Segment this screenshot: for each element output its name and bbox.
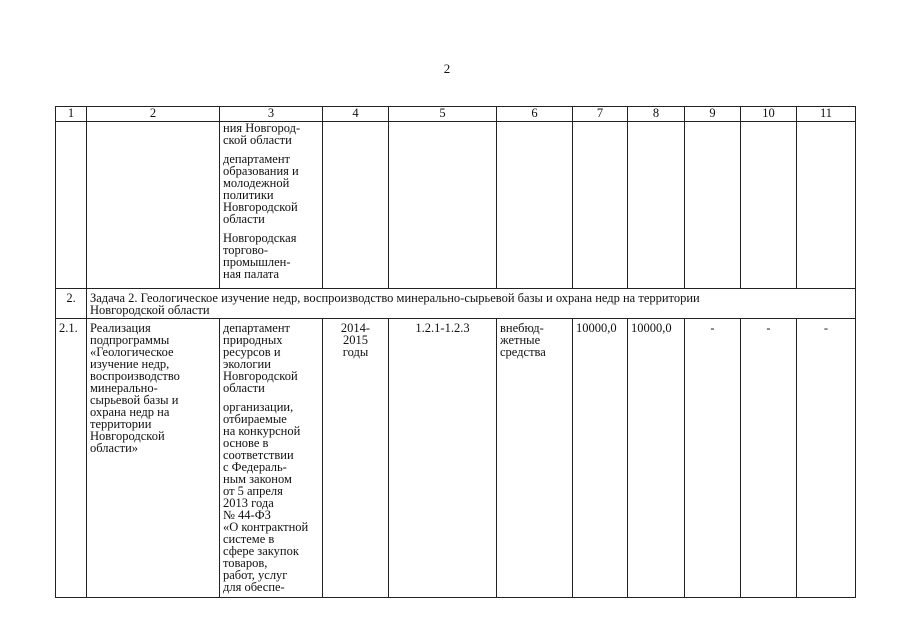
column-number-row	[56, 107, 856, 122]
item-value-7: 10000,0	[573, 319, 628, 598]
column-number: 1	[56, 107, 87, 122]
executor-entry: департамент образования и молодежной политики Новгородской области	[223, 152, 299, 226]
item-value-9: -	[685, 319, 741, 598]
item-indicators: 1.2.1-1.2.3	[389, 319, 497, 598]
column-number: 10	[741, 107, 797, 122]
item-value-8: 10000,0	[628, 319, 685, 598]
program-table	[55, 106, 856, 598]
item-number: 2.1.	[56, 319, 87, 598]
executors-cell	[220, 122, 323, 289]
column-number: 3	[220, 107, 323, 122]
table-row-item	[56, 319, 856, 598]
item-funding-source: внебюд- жетные средства	[497, 319, 573, 598]
executor-entry: Новгородская торгово- промышлен- ная палата	[223, 231, 297, 281]
column-number: 9	[685, 107, 741, 122]
column-number: 5	[389, 107, 497, 122]
item-value-11: -	[797, 319, 856, 598]
column-number: 4	[323, 107, 389, 122]
task-title: Задача 2. Геологическое изучение недр, воспроизводство минерально-сырьевой базы и охрана недр на территории Новгородской области	[87, 289, 856, 319]
column-number: 11	[797, 107, 856, 122]
item-name: Реализация подпрограммы «Геологическое изучение недр, воспроизводство минерально- сырьевой базы и охрана недр на территории Новгородской области»	[87, 319, 220, 598]
page-number: 2	[443, 61, 451, 76]
executor-entry: департамент природных ресурсов и экологии Новгородской области	[223, 321, 298, 395]
executors-cell	[220, 319, 323, 598]
task-number: 2.	[56, 289, 87, 319]
item-value-10: -	[741, 319, 797, 598]
column-number: 8	[628, 107, 685, 122]
executor-entry: организации, отбираемые на конкурсной основе в соответствии с Федераль- ным законом от 5 апреля 2013 года № 44-ФЗ «О контрактной системе в сфере закупок товаров, работ, услуг для обеспе-	[223, 400, 309, 594]
column-number: 7	[573, 107, 628, 122]
table-row-task	[56, 289, 856, 319]
column-number: 6	[497, 107, 573, 122]
table-row-continuation	[56, 122, 856, 289]
item-period: 2014- 2015 годы	[323, 319, 389, 598]
column-number: 2	[87, 107, 220, 122]
executor-entry: ния Новгород- ской области	[223, 121, 301, 147]
